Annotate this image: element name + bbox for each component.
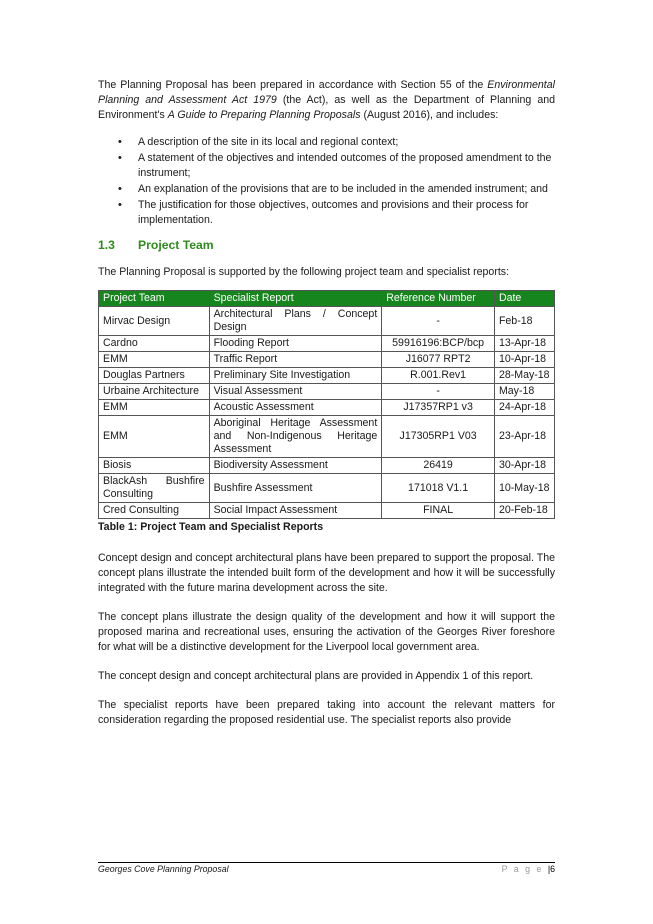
body-paragraph: The concept design and concept architectural plans are provided in Appendix 1 of this report. xyxy=(98,670,534,682)
column-header: Reference Number xyxy=(382,291,495,307)
page-indicator: P a g e |6 xyxy=(501,864,555,874)
table-row: EMM Traffic Report J16077 RPT2 10-Apr-18 xyxy=(99,352,555,368)
table-lead-paragraph: The Planning Proposal is supported by the following project team and specialist reports: xyxy=(98,266,510,278)
section-heading xyxy=(98,238,555,253)
column-header: Date xyxy=(494,291,554,307)
table-row: BlackAsh Bushfire Consulting Bushfire Assessment 171018 V1.1 10-May-18 xyxy=(99,474,555,503)
list-item: • The justification for those objectives, outcomes and provisions and their process for implementation. xyxy=(118,199,529,226)
table-caption: Table 1: Project Team and Specialist Reports xyxy=(98,521,324,533)
page-number: |6 xyxy=(547,864,555,874)
table-header-row xyxy=(99,291,555,307)
list-item: • A statement of the objectives and intended outcomes of the proposed amendment to the instrument; xyxy=(118,152,552,179)
table-row: EMM Aboriginal Heritage Assessment and Non-Indigenous Heritage Assessment J17305RP1 V03 23-Apr-18 xyxy=(99,416,555,458)
page-footer xyxy=(98,862,555,874)
body-paragraph: Concept design and concept architectural plans have been prepared to support the proposal. The concept plans illustrate the intended built form of the development and how it will be successfully integrated with the future marina development across the site. xyxy=(98,552,555,594)
table-row: EMM Acoustic Assessment J17357RP1 v3 24-Apr-18 xyxy=(99,400,555,416)
guide-name: A Guide to Preparing Planning Proposals xyxy=(167,109,361,121)
project-team-table xyxy=(98,290,555,519)
table-row: Cred Consulting Social Impact Assessment FINAL 20-Feb-18 xyxy=(99,503,555,519)
list-item: • An explanation of the provisions that are to be included in the amended instrument; and xyxy=(118,183,548,195)
body-paragraph: The specialist reports have been prepared taking into account the relevant matters for consideration regarding the proposed residential use. The specialist reports also provide xyxy=(98,699,555,726)
intro-paragraph: The Planning Proposal has been prepared in accordance with Section 55 of the Environmental Planning and Assessment Act 1979 (the Act), as well as the Department of Planning and Environment's A Guide to Preparing Planning Proposals (August 2016), and includes: xyxy=(98,79,555,121)
section-title: Project Team xyxy=(138,238,214,252)
body-paragraph: The concept plans illustrate the design quality of the development and how it will support the proposed marina and recreational uses, ensuring the activation of the Georges River foreshore for what will be a distinctive development for the Liverpool local government area. xyxy=(98,611,555,653)
bullet-icon: • xyxy=(118,152,122,164)
section-number: 1.3 xyxy=(98,238,115,252)
table-row: Cardno Flooding Report 59916196:BCP/bcp 13-Apr-18 xyxy=(99,336,555,352)
bullet-icon: • xyxy=(118,183,122,195)
column-header: Project Team xyxy=(99,291,210,307)
bullet-icon: • xyxy=(118,136,122,148)
table-row: Biosis Biodiversity Assessment 26419 30-Apr-18 xyxy=(99,458,555,474)
table-row: Douglas Partners Preliminary Site Investigation R.001.Rev1 28-May-18 xyxy=(99,368,555,384)
document-body xyxy=(98,78,555,742)
table-row: Mirvac Design Architectural Plans / Concept Design - Feb-18 xyxy=(99,307,555,336)
column-header: Specialist Report xyxy=(209,291,382,307)
bullet-list xyxy=(98,135,555,228)
bullet-icon: • xyxy=(118,199,122,211)
table-row: Urbaine Architecture Visual Assessment - May-18 xyxy=(99,384,555,400)
act-name: Environmental Planning and Assessment Act 1979 xyxy=(98,79,555,106)
list-item: • A description of the site in its local and regional context; xyxy=(118,136,399,148)
footer-title: Georges Cove Planning Proposal xyxy=(98,864,229,874)
